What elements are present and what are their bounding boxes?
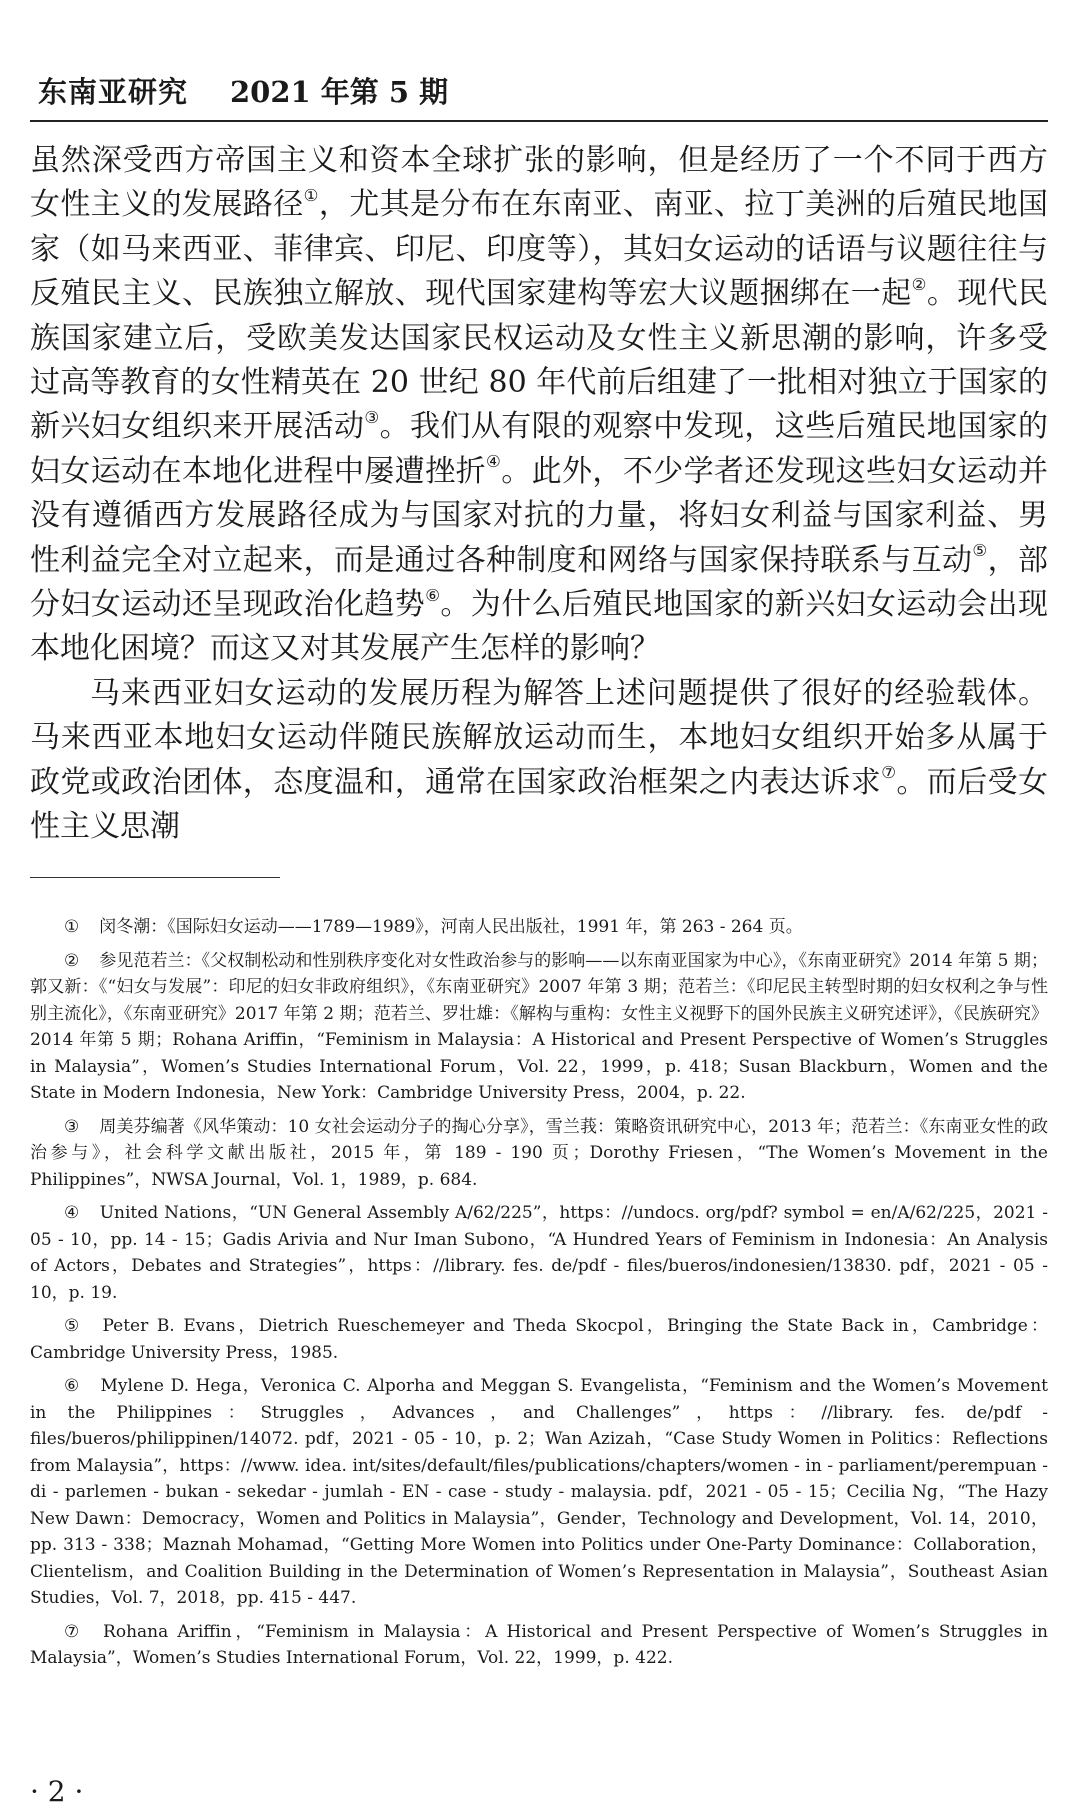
- footnote-text: Peter B. Evans，Dietrich Rueschemeyer and Theda Skocpol，Bringing the State Back in，Cambridge：Cambridge University Press，1985.: [30, 1316, 1048, 1363]
- body-text: [30, 139, 1048, 850]
- text-run: 。现代民族国家建立后，受欧美发达国家民权运动及女性主义新思潮的影响，许多受过高等教育的女性精英在 20 世纪 80 年代前后组建了一批相对独立于国家的新兴妇女组织来开展活动: [30, 276, 1049, 445]
- footnote-5: [30, 1313, 1048, 1366]
- footnote-text: 参见范若兰：《父权制松动和性别秩序变化对女性政治参与的影响——以东南亚国家为中心》，《东南亚研究》2014 年第 5 期；郭又新：《“妇女与发展”：印尼的妇女非政府组织》，《东南亚研究》2007 年第 3 期；范若兰：《印尼民主转型时期的妇女权利之争与性别主流化》，《东南亚研究》2017 年第 2 期；范若兰、罗壮雄：《解构与重构：女性主义视野下的国外民族主义研究述评》，《民族研究》2014 年第 5 期；Rohana Ariffin，“Feminism in Malaysia：A Historical and Present Perspective of Women’s Struggles in Malaysia”，Women’s Studies International Forum，Vol. 22，1999，p. 418；Susan Blackburn，Women and the State in Modern Indonesia，New York：Cambridge University Press，2004，p. 22.: [30, 950, 1048, 1103]
- footnote-marker: ③: [64, 1116, 80, 1137]
- footnote-ref[interactable]: ②: [911, 274, 927, 294]
- footnote-text: Rohana Ariffin，“Feminism in Malaysia：A Historical and Present Perspective of Women’s Struggles in Malaysia”，Women’s Studies International Forum，Vol. 22，1999，p. 422.: [30, 1621, 1048, 1668]
- footnote-4: [30, 1200, 1048, 1306]
- footnote-text: Mylene D. Hega，Veronica C. Alporha and Meggan S. Evangelista，“Feminism and the Women’s Movement in the Philippines：Struggles，Advances，and Challenges”，https：//library. fes. de/pdf - files/bueros/philippinen/14072. pdf，2021 - 05 - 10，p. 2；Wan Azizah，“Case Study Women in Politics：Reflections from Malaysia”，https：//www. idea. int/sites/default/files/publications/chapters/women - in - parliament/perempuan - di - parlemen - bukan - sekedar - jumlah - EN - case - study - malaysia. pdf，2021 - 05 - 15；Cecilia Ng，“The Hazy New Dawn：Democracy，Women and Politics in Malaysia”，Gender，Technology and Development，Vol. 14，2010，pp. 313 - 338；Maznah Mohamad，“Getting More Women into Politics under One-Party Dominance：Collaboration，Clientelism，and Coalition Building in the Determination of Women’s Representation in Malaysia”，Southeast Asian Studies，Vol. 7，2018，pp. 415 - 447.: [30, 1376, 1049, 1608]
- footnote-ref[interactable]: ③: [364, 407, 380, 427]
- text-run: ，部分妇女运动还呈现政治化趋势: [30, 542, 1049, 623]
- paragraph-2: [30, 672, 1048, 850]
- footnote-3: [30, 1114, 1048, 1194]
- footnote-marker: ④: [64, 1203, 80, 1223]
- issue-label: 2021 年第 5 期: [230, 75, 449, 109]
- footnote-ref[interactable]: ⑦: [881, 763, 897, 783]
- footnote-6: [30, 1373, 1048, 1612]
- text-run: 马来西亚妇女运动的发展历程为解答上述问题提供了很好的经验载体。马来西亚本地妇女运动伴随民族解放运动而生，本地妇女组织开始多从属于政党或政治团体，态度温和，通常在国家政治框架之内表达诉求: [30, 675, 1048, 800]
- footnote-1: [30, 914, 1048, 941]
- footnote-marker: ⑥: [64, 1376, 81, 1396]
- page-number: · 2 ·: [30, 1775, 84, 1808]
- footnote-ref[interactable]: ④: [486, 452, 502, 472]
- footnote-ref[interactable]: ⑥: [425, 585, 441, 605]
- footnote-marker: ②: [64, 950, 80, 971]
- text-run: 。为什么后殖民地国家的新兴妇女运动会出现本地化困境？而这又对其发展产生怎样的影响？: [30, 587, 1049, 667]
- footnote-text: 周美芬编著《风华策动：10 女社会运动分子的掏心分享》，雪兰莪：策略资讯研究中心，2013 年；范若兰：《东南亚女性的政治参与》，社会科学文献出版社，2015 年，第 189 - 190 页；Dorothy Friesen，“The Women’s Movement in the Philippines”，NWSA Journal，Vol. 1，1989，p. 684.: [30, 1116, 1048, 1190]
- text-run: ，尤其是分布在东南亚、南亚、拉丁美洲的后殖民地国家（如马来西亚、菲律宾、印尼、印度等），其妇女运动的话语与议题往往与反殖民主义、民族独立解放、现代国家建构等宏大议题捆绑在一起: [30, 187, 1049, 312]
- text-run: 虽然深受西方帝国主义和资本全球扩张的影响，但是经历了一个不同于西方女性主义的发展路径: [30, 143, 1048, 223]
- footnote-text: 闵冬潮：《国际妇女运动——1789—1989》，河南人民出版社，1991 年，第 263 - 264 页。: [99, 917, 803, 937]
- paragraph-1: [30, 139, 1048, 672]
- footnote-marker: ⑦: [64, 1621, 84, 1642]
- footnote-2: [30, 948, 1048, 1107]
- footnote-ref[interactable]: ①: [303, 185, 319, 205]
- footnote-marker: ⑤: [64, 1316, 83, 1336]
- running-header: [30, 60, 1048, 122]
- footnote-marker: ①: [64, 917, 80, 937]
- footnote-7: [30, 1619, 1048, 1672]
- footnote-text: United Nations，“UN General Assembly A/62/225”，https：//undocs. org/pdf? symbol = en/A/62/225，2021 - 05 - 10，pp. 14 - 15；Gadis Arivia and Nur Iman Subono，“A Hundred Years of Feminism in Indonesia：An Analysis of Actors，Debates and Strategies”，https：//library. fes. de/pdf - files/bueros/indonesien/13830. pdf，2021 - 05 - 10，p. 19.: [30, 1203, 1048, 1303]
- footnote-divider: [30, 877, 280, 878]
- footnotes: [30, 914, 1048, 1679]
- journal-title: 东南亚研究: [38, 75, 189, 109]
- footnote-ref[interactable]: ⑤: [972, 541, 988, 561]
- text-run: 。此外，不少学者还发现这些妇女运动并没有遵循西方发展路径成为与国家对抗的力量，将妇女利益与国家利益、男性利益完全对立起来，而是通过各种制度和网络与国家保持联系与互动: [30, 453, 1049, 578]
- text-run: 。我们从有限的观察中发现，这些后殖民地国家的妇女运动在本地化进程中屡遭挫折: [30, 409, 1049, 489]
- text-run: 。而后受女性主义思潮: [30, 764, 1049, 845]
